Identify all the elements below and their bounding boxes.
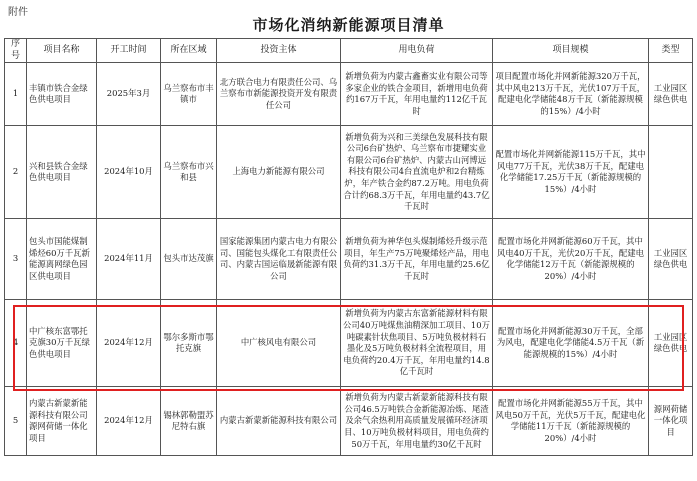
cell-start: 2024年10月 [97, 126, 161, 219]
header-start: 开工时间 [97, 39, 161, 63]
cell-type: 工业园区绿色供电 [649, 219, 693, 300]
cell-scale: 配置市场化并网新能源55万千瓦，其中风电50万千瓦，光伏5万千瓦，配建电化学储能11万千瓦（新能源规模的20%）/4小时 [493, 387, 649, 456]
cell-start: 2024年12月 [97, 387, 161, 456]
header-investor: 投资主体 [217, 39, 341, 63]
cell-start: 2024年11月 [97, 219, 161, 300]
cell-no: 5 [5, 387, 27, 456]
cell-type [649, 126, 693, 219]
cell-name: 中广核东富鄂托克旗30万千瓦绿色供电项目 [27, 300, 97, 387]
header-region: 所在区域 [161, 39, 217, 63]
cell-investor: 中广核风电有限公司 [217, 300, 341, 387]
cell-investor: 北方联合电力有限责任公司、乌兰察布市新能源投资开发有限责任公司 [217, 63, 341, 126]
cell-region: 乌兰察布市兴和县 [161, 126, 217, 219]
cell-investor: 国家能源集团内蒙古电力有限公司、国能包头煤化工有限责任公司、内蒙古国运临晟新能源有限公司 [217, 219, 341, 300]
table-row-highlighted [5, 300, 693, 387]
cell-scale: 配置市场化并网新能源115万千瓦，其中风电77万千瓦，光伏38万千瓦，配建电化学储能17.25万千瓦（新能源规模的15%）/4小时 [493, 126, 649, 219]
cell-type: 工业园区绿色供电 [649, 300, 693, 387]
cell-region: 鄂尔多斯市鄂托克旗 [161, 300, 217, 387]
cell-load: 新增负荷为内蒙古新蒙新能源科技有限公司46.5万吨铁合金新能源冶炼、尾渣及余气余热利用高质量发展循环经济项目、10万吨负极材料项目，用电负荷约50万千瓦，年用电量约30亿千瓦时 [341, 387, 493, 456]
cell-region: 锡林郭勒盟苏尼特右旗 [161, 387, 217, 456]
cell-start: 2025年3月 [97, 63, 161, 126]
cell-load: 新增负荷为神华包头煤制烯烃升级示范项目，年生产75万吨聚烯烃产品，用电负荷约31.3万千瓦，年用电量约25.6亿千瓦时 [341, 219, 493, 300]
table-header-row [5, 39, 693, 63]
project-table [4, 38, 693, 456]
document-title: 市场化消纳新能源项目清单 [252, 16, 445, 34]
cell-scale: 项目配置市场化并网新能源320万千瓦，其中风电213万千瓦，光伏107万千瓦，配建电化学储能48万千瓦（新能源规模的15%）/4小时 [493, 63, 649, 126]
table-row [5, 387, 693, 456]
table-row [5, 219, 693, 300]
attachment-label: 附件 [8, 7, 28, 18]
header-type: 类型 [649, 39, 693, 63]
cell-name: 包头市国能煤制烯烃60万千瓦新能源离网绿色园区供电项目 [27, 219, 97, 300]
cell-name: 丰镇市铁合金绿色供电项目 [27, 63, 97, 126]
cell-no: 1 [5, 63, 27, 126]
cell-name: 兴和县铁合金绿色供电项目 [27, 126, 97, 219]
header-no: 序号 [5, 39, 27, 63]
header-name: 项目名称 [27, 39, 97, 63]
header-scale: 项目规模 [493, 39, 649, 63]
table-row [5, 126, 693, 219]
cell-investor: 内蒙古新蒙新能源科技有限公司 [217, 387, 341, 456]
cell-region: 包头市达茂旗 [161, 219, 217, 300]
cell-scale: 配置市场化并网新能源60万千瓦，其中风电40万千瓦，光伏20万千瓦，配建电化学储能12万千瓦（新能源规模的20%）/4小时 [493, 219, 649, 300]
cell-type: 源网荷储一体化项目 [649, 387, 693, 456]
cell-no: 4 [5, 300, 27, 387]
cell-load: 新增负荷为内蒙古鑫畜实业有限公司等多家企业的铁合金项目，新增用电负荷约167万千瓦，年用电量约112亿千瓦时 [341, 63, 493, 126]
cell-investor: 上海电力新能源有限公司 [217, 126, 341, 219]
header-load: 用电负荷 [341, 39, 493, 63]
cell-scale: 配置市场化并网新能源30万千瓦，全部为风电，配建电化学储能4.5万千瓦（新能源规模的15%）/4小时 [493, 300, 649, 387]
cell-name: 内蒙古新蒙新能源科技有限公司源网荷储一体化项目 [27, 387, 97, 456]
cell-no: 2 [5, 126, 27, 219]
table-row [5, 63, 693, 126]
cell-region: 乌兰察布市丰镇市 [161, 63, 217, 126]
cell-start: 2024年12月 [97, 300, 161, 387]
cell-type: 工业园区绿色供电 [649, 63, 693, 126]
cell-load: 新增负荷为兴和三美绿色发展科技有限公司6台矿热炉、乌兰察布市捷耀实业有限公司6台矿热炉、内蒙古山河博远科技有限公司4台直流电炉和2台精炼炉，年产铁合金约87.2万吨。用电负荷合计约68.3万千瓦，年用电量约43.7亿千瓦时 [341, 126, 493, 219]
cell-no: 3 [5, 219, 27, 300]
cell-load: 新增负荷为内蒙古东富新能源材料有限公司40万吨煤焦油精深加工项目、10万吨碳素针状焦项目、5万吨负极材料石墨化及5万吨负极材料全流程项目，用电负荷约20.4万千瓦，年用电量约14.8亿千瓦时 [341, 300, 493, 387]
